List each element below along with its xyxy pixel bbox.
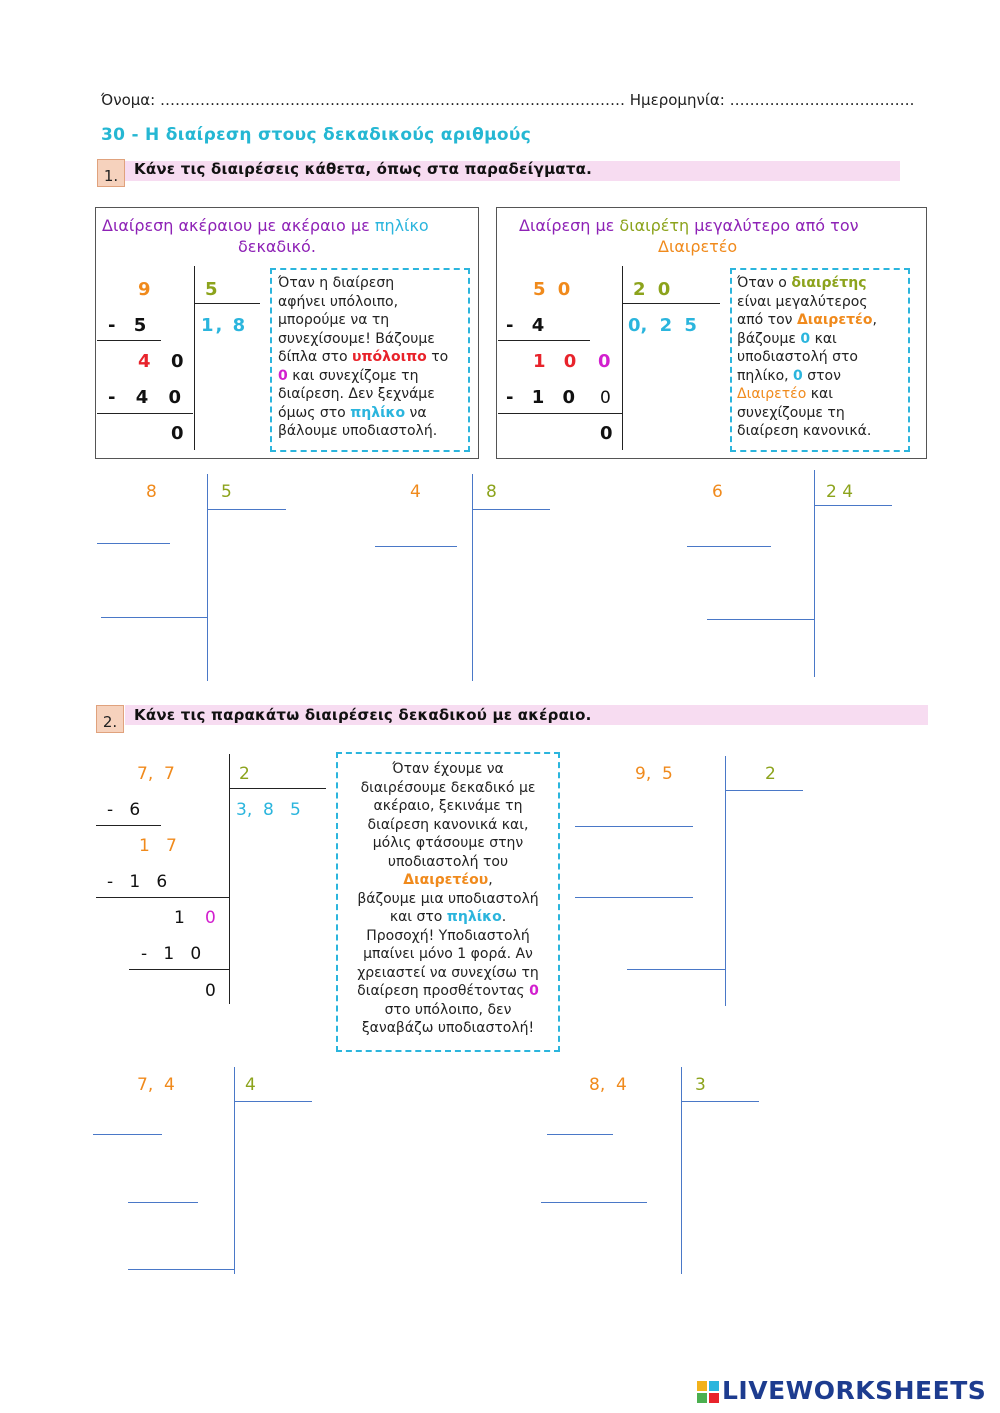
task-3-vertical-line <box>814 470 815 677</box>
remainder: 1 0 <box>533 351 577 372</box>
task-1-answer-line[interactable] <box>101 617 207 618</box>
division-vertical-line <box>229 754 230 1004</box>
task-1-divisor: 5 <box>221 482 232 502</box>
task-4-divisor: 2 <box>765 764 776 784</box>
exercise-number: 1. <box>97 159 125 187</box>
subtraction-line <box>129 969 229 970</box>
example-divisor: 2 <box>239 764 250 784</box>
task-6-vertical-line <box>681 1067 682 1274</box>
subtraction-line <box>96 897 229 898</box>
final-remainder: 0 <box>600 423 613 444</box>
task-2-answer-line[interactable] <box>375 546 457 547</box>
worksheet-title: 30 - Η διαίρεση στους δεκαδικούς αριθμούς <box>101 125 532 145</box>
final-remainder: 0 <box>171 423 184 444</box>
liveworksheets-logo[interactable]: LIVEWORKSHEETS <box>722 1376 987 1405</box>
task-5-divisor: 4 <box>245 1075 256 1095</box>
dividend-digit: 9 <box>138 279 151 300</box>
task-2-vertical-line <box>472 474 473 681</box>
note-text-a: Όταν η διαίρεση αφήνει υπόλοιπο, μπορούμε να τη συνεχίσουμε! Βάζουμε δίπλα στο υπόλοιπο το 0 και συνεχίζομε τη διαίρεση. Δεν ξεχνάμε όμως στο πηλίκο να βάλουμε υποδιαστολή. <box>278 275 449 439</box>
subtract-row-1: - 5 <box>108 315 153 336</box>
remainder-digit: 4 <box>138 351 151 372</box>
example-dividend: 7, 7 <box>137 764 175 784</box>
task-4-dividend: 9, 5 <box>635 764 673 784</box>
task-4-answer-line[interactable] <box>627 969 725 970</box>
subtract-row-2-zero: 0 <box>600 388 611 408</box>
appended-zero: 0 <box>171 351 184 372</box>
divisor-underline <box>229 788 326 789</box>
divisor: 2 0 <box>633 279 671 300</box>
division-vertical-line <box>622 266 623 450</box>
final-remainder: 0 <box>205 981 216 1001</box>
task-5-vertical-line <box>234 1067 235 1274</box>
task-1-divisor-line[interactable] <box>207 509 286 510</box>
exercise-instruction: Κάνε τις διαιρέσεις κάθετα, όπως στα παραδείγματα. <box>134 160 592 178</box>
subtract-row-3: - 1 0 <box>141 944 202 964</box>
task-1-vertical-line <box>207 474 208 681</box>
example-quotient: 3, 8 5 <box>236 800 301 820</box>
divisor-underline <box>194 303 260 304</box>
subtraction-line <box>97 413 193 414</box>
task-5-dividend: 7, 4 <box>137 1075 175 1095</box>
quotient: 1, 8 <box>201 315 248 336</box>
task-5-answer-line[interactable] <box>93 1134 162 1135</box>
task-6-answer-line[interactable] <box>541 1202 647 1203</box>
quotient: 0, 2 5 <box>628 315 697 336</box>
dividend: 5 0 <box>533 279 571 300</box>
note-text-b: Όταν ο διαιρέτης είναι μεγαλύτερος από τον Διαιρετέο, βάζουμε 0 και υποδιαστολή στο πηλίκο, 0 στον Διαιρετέο και συνεχίζουμε τη διαίρεση κανονικά. <box>737 275 877 439</box>
example-b-title-line1: Διαίρεση με διαιρέτη μεγαλύτερο από τον <box>519 216 859 235</box>
exercise-instruction: Κάνε τις παρακάτω διαιρέσεις δεκαδικού με ακέραιο. <box>134 706 592 724</box>
example-a-title-line1: Διαίρεση ακέραιου με ακέραιο με πηλίκο <box>102 216 429 235</box>
subtraction-line <box>498 340 590 341</box>
task-1-dividend: 8 <box>146 482 157 502</box>
example-b-title-line2: Διαιρετέο <box>658 237 738 256</box>
remainder-digit: 1 <box>174 908 185 928</box>
divisor-underline <box>622 303 720 304</box>
subtract-row-1: - 6 <box>107 800 141 820</box>
example-a-title-line2: δεκαδικό. <box>238 237 316 256</box>
task-5-divisor-line[interactable] <box>234 1101 312 1102</box>
division-vertical-line <box>194 266 195 450</box>
task-1-answer-line[interactable] <box>97 543 170 544</box>
subtraction-line <box>96 825 161 826</box>
appended-zero: 0 <box>598 351 611 372</box>
subtract-row-1: - 4 <box>506 315 545 336</box>
task-2-dividend: 4 <box>410 482 421 502</box>
task-4-answer-line[interactable] <box>575 826 693 827</box>
subtraction-line <box>498 413 622 414</box>
note-text-ex2: Όταν έχουμε να διαιρέσουμε δεκαδικό με ακέραιο, ξεκινάμε τη διαίρεση κανονικά και, μόλις φτάσουμε στην υποδιαστολή του Διαιρετέου, βάζουμε μια υποδιαστολή και στο πηλίκο. Προσοχή! Υποδιαστολή μπαίνει μόνο 1 φορά. Αν χρειαστεί να συνεχίσω τη διαίρεση προσθέτοντας 0 στο υπόλοιπο, δεν ξαναβάζω υποδιαστολή! <box>357 761 539 1036</box>
task-5-answer-line[interactable] <box>128 1202 198 1203</box>
subtract-row-2: - 4 0 <box>108 387 189 408</box>
task-6-answer-line[interactable] <box>547 1134 613 1135</box>
remainder-row: 1 7 <box>139 836 177 856</box>
task-6-divisor-line[interactable] <box>681 1101 759 1102</box>
name-date-line: Όνομα: ………………………………………………………………………………… Ημερομηνία: ………………………………. <box>101 91 915 109</box>
task-4-vertical-line <box>725 756 726 1006</box>
liveworksheets-logo-icon <box>697 1381 719 1403</box>
task-3-divisor: 2 4 <box>826 482 854 502</box>
task-2-divisor: 8 <box>486 482 497 502</box>
task-4-divisor-line[interactable] <box>725 790 803 791</box>
subtraction-line <box>97 340 161 341</box>
task-3-divisor-line[interactable] <box>814 505 892 506</box>
task-3-answer-line[interactable] <box>707 619 814 620</box>
task-3-dividend: 6 <box>712 482 723 502</box>
task-4-answer-line[interactable] <box>575 897 693 898</box>
subtract-row-2: - 1 6 <box>107 872 168 892</box>
appended-zero: 0 <box>205 908 216 928</box>
subtract-row-2: - 1 0 <box>506 387 576 408</box>
task-6-divisor: 3 <box>695 1075 706 1095</box>
exercise-number: 2. <box>96 705 124 733</box>
task-3-answer-line[interactable] <box>687 546 771 547</box>
task-5-answer-line[interactable] <box>128 1269 234 1270</box>
task-6-dividend: 8, 4 <box>589 1075 627 1095</box>
divisor: 5 <box>205 279 218 300</box>
task-2-divisor-line[interactable] <box>472 509 550 510</box>
